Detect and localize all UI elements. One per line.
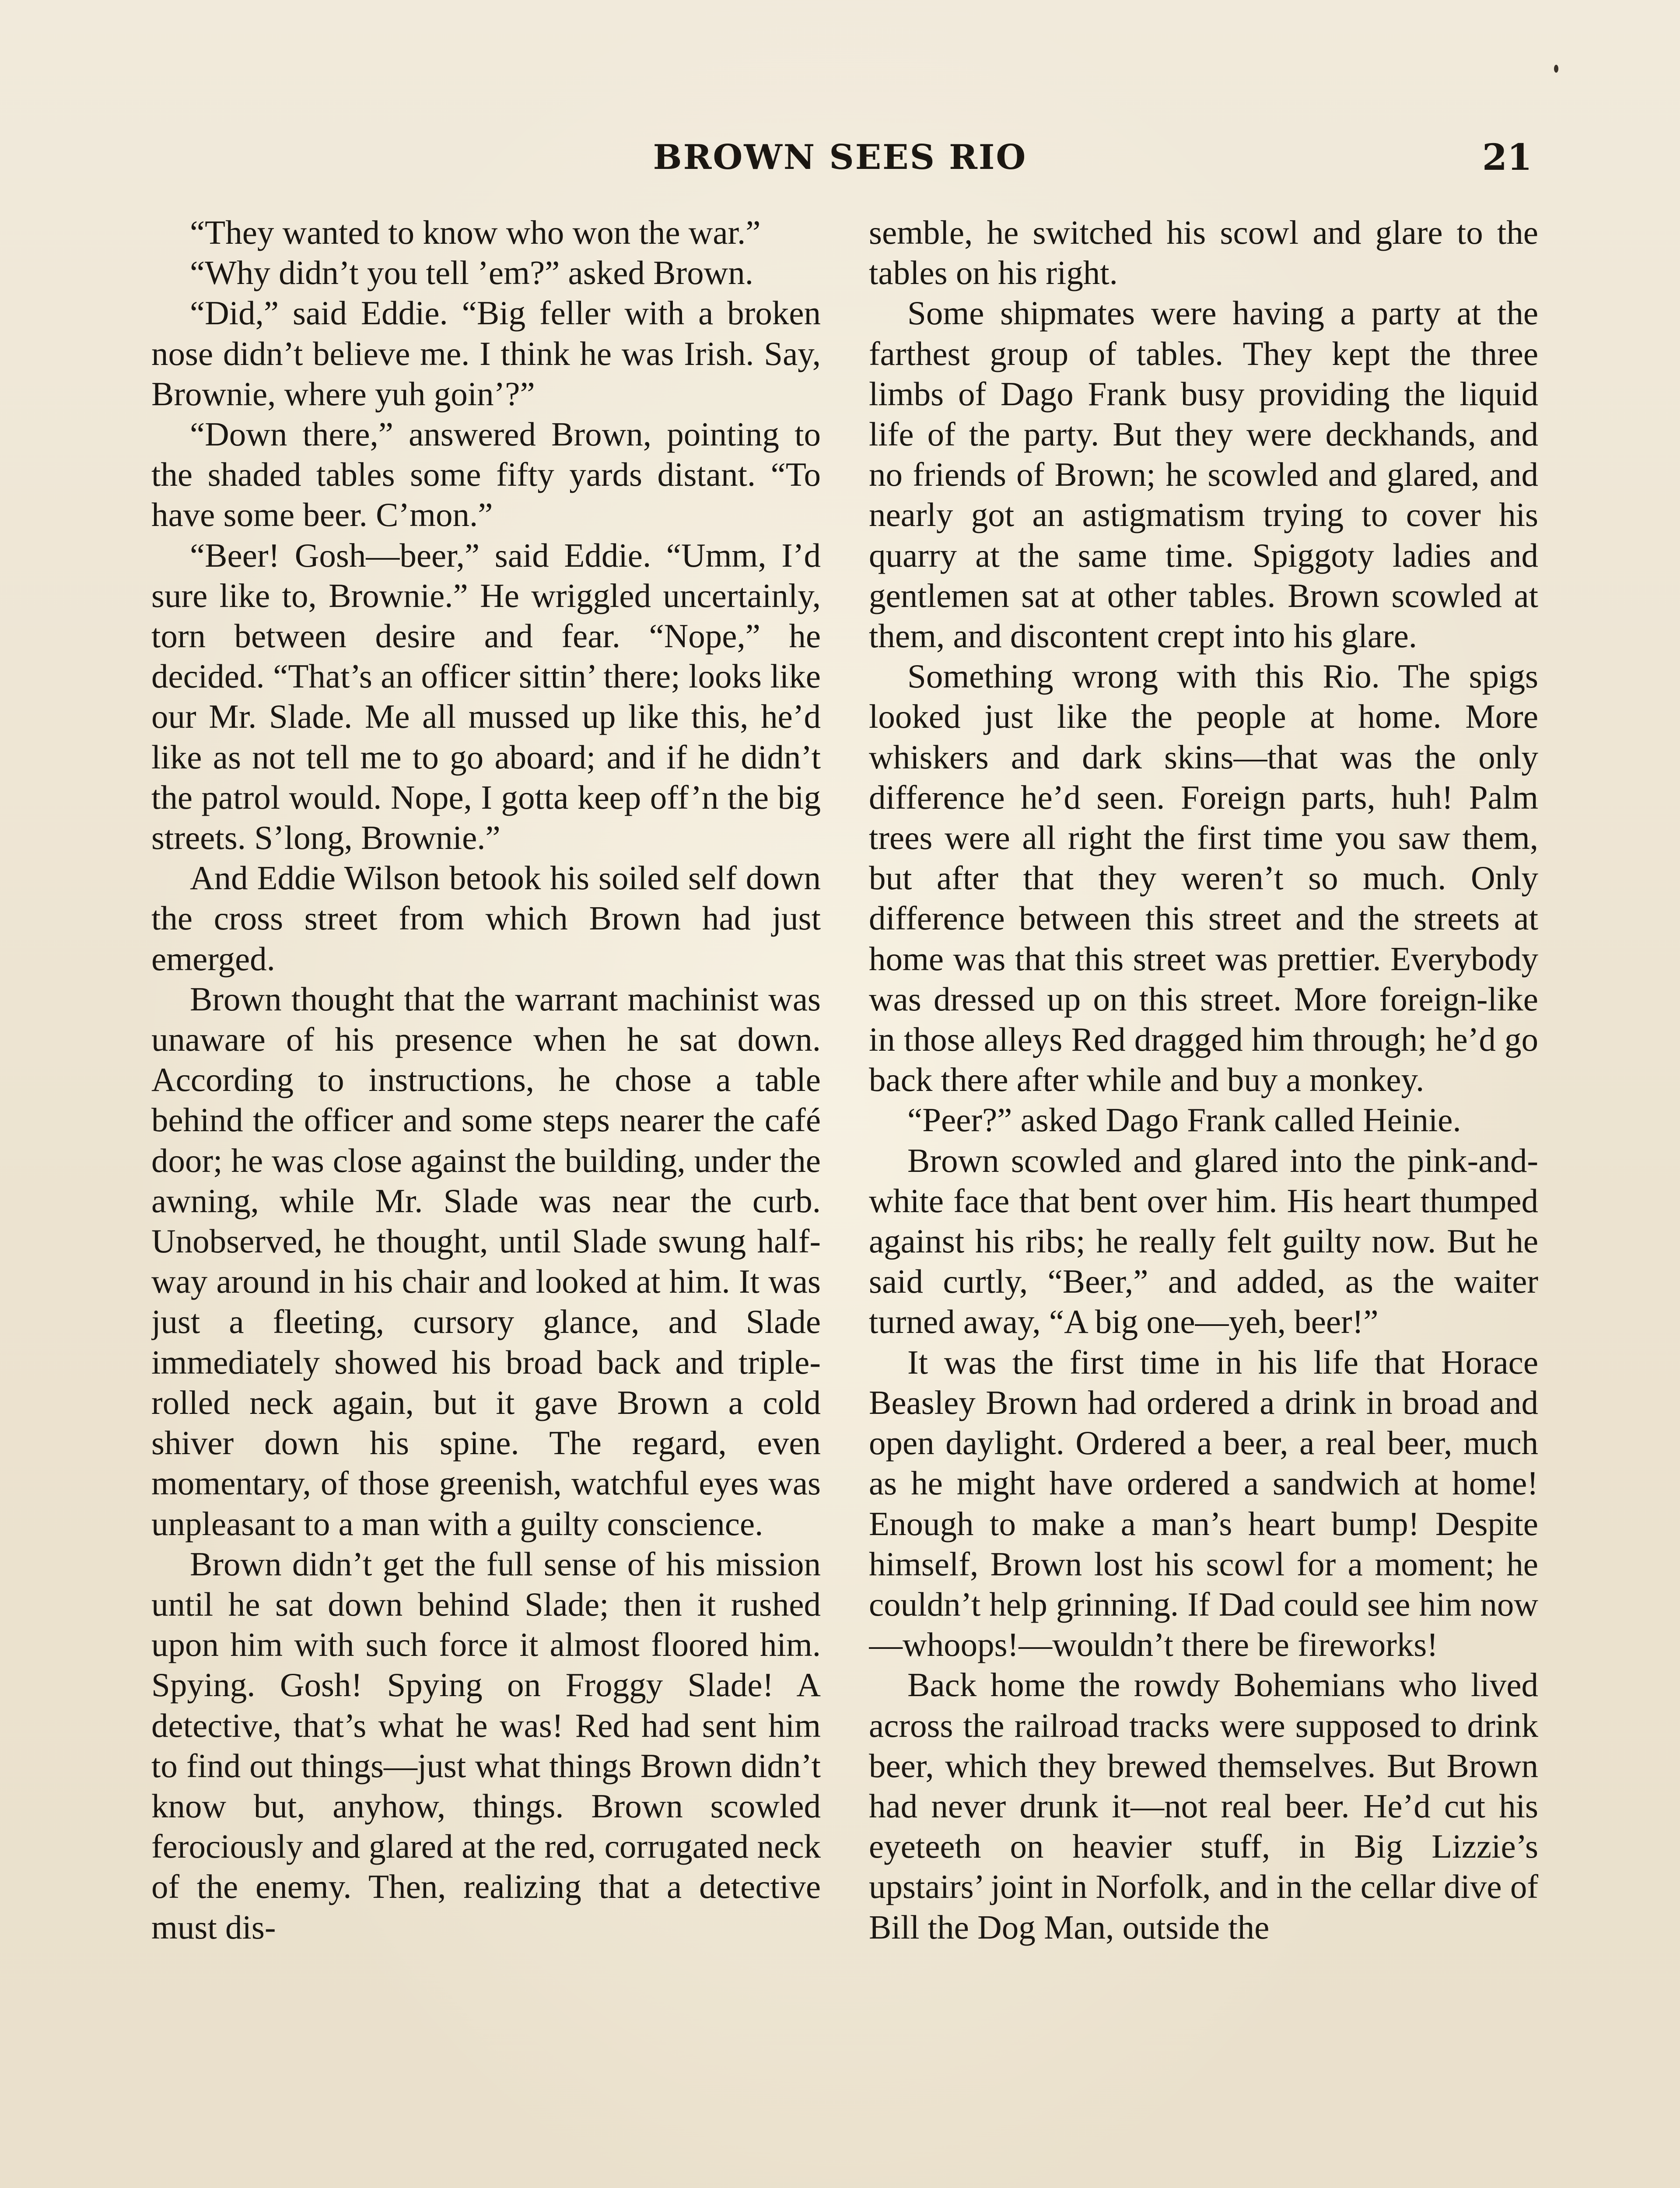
paragraph: “Peer?” asked Dago Frank called Heinie. (907, 1101, 1461, 1139)
running-title: BROWN SEES RIO (653, 137, 1027, 177)
paragraph: “Why didn’t you tell ’em?” asked Brown. (190, 254, 753, 292)
left-column (151, 212, 821, 2188)
paragraph: “Down there,” answered Brown, pointing to the shaded tables some fifty yards distant. “To have some beer. C’mon.” (151, 415, 821, 534)
running-head (0, 131, 1680, 184)
paragraph: Some shipmates were having a party at the farthest group of tables. They kept the three limbs of Dago Frank busy providing the liquid life of the party. But they were deckhands, and no friends of Brown; he scowled and glared, and nearly got an astigmatism trying to cover his quarry at the same time. Spiggoty ladies and gentlemen sat at other tables. Brown scowled at them, and discontent crept into his glare. (869, 294, 1538, 655)
paragraph: Brown thought that the warrant machinist was unaware of his presence when he sat down. According to instructions, he chose a table behind the officer and some steps nearer the café door; he was close against the building, under the awning, while Mr. Slade was near the curb. Unobserved, he thought, until Slade swung half-way around in his chair and looked at him. It was just a fleeting, cursory glance, and Slade immediately showed his broad back and triple-rolled neck again, but it gave Brown a cold shiver down his spine. The regard, even momentary, of those greenish, watchful eyes was unpleasant to a man with a guilty conscience. (151, 980, 821, 1543)
ink-speck (1554, 65, 1558, 73)
paragraph: “Beer! Gosh—beer,” said Eddie. “Umm, I’d sure like to, Brownie.” He wriggled uncertainly, torn between desire and fear. “Nope,” he decided. “That’s an officer sittin’ there; looks like our Mr. Slade. Me all mussed up like this, he’d like as not tell me to go aboard; and if he didn’t the patrol would. Nope, I gotta keep off’n the big streets. S’long, Brownie.” (151, 536, 821, 857)
paragraph: Brown scowled and glared into the pink-and-white face that bent over him. His heart thumped against his ribs; he really felt guilty now. But he said curtly, “Beer,” and added, as the waiter turned away, “A big one—yeh, beer!” (869, 1141, 1538, 1341)
paragraph: Back home the rowdy Bohemians who lived across the railroad tracks were supposed to drink beer, which they brewed themselves. But Brown had never drunk it—not real beer. He’d cut his eyeteeth on heavier stuff, in Big Lizzie’s upstairs’ joint in Norfolk, and in the cellar dive of Bill the Dog Man, outside the (869, 1666, 1538, 1946)
paragraph: “They wanted to know who won the war.” (190, 214, 761, 251)
paragraph: And Eddie Wilson betook his soiled self down the cross street from which Brown had just emerged. (151, 859, 821, 978)
paragraph-continued: semble, he switched his scowl and glare to the tables on his right. (869, 214, 1538, 292)
right-column (869, 212, 1538, 2188)
paragraph: It was the first time in his life that Horace Beasley Brown had ordered a drink in broad and open daylight. Ordered a beer, a real beer, much as he might have ordered a sandwich at home! Enough to make a man’s heart bump! Despite himself, Brown lost his scowl for a moment; he couldn’t help grinning. If Dad could see him now—whoops!—wouldn’t there be fireworks! (869, 1343, 1538, 1664)
page-number: 21 (1482, 137, 1532, 179)
paragraph: “Did,” said Eddie. “Big feller with a broken nose didn’t believe me. I think he was Irish. Say, Brownie, where yuh goin’?” (151, 294, 821, 413)
text-columns (151, 212, 1538, 2188)
paragraph: Brown didn’t get the full sense of his mission until he sat down behind Slade; then it rushed upon him with such force it almost floored him. Spying. Gosh! Spying on Froggy Slade! A detective, that’s what he was! Red had sent him to find out things—just what things Brown didn’t know but, anyhow, things. Brown scowled ferociously and glared at the red, corrugated neck of the enemy. Then, realizing that a detective must dis- (151, 1545, 821, 1946)
paragraph: Something wrong with this Rio. The spigs looked just like the people at home. More whiskers and dark skins—that was the only difference he’d seen. Foreign parts, huh! Palm trees were all right the first time you saw them, but after that they weren’t so much. Only difference between this street and the streets at home was that this street was prettier. Everybody was dressed up on this street. More foreign-like in those alleys Red dragged him through; he’d go back there after while and buy a monkey. (869, 657, 1538, 1099)
